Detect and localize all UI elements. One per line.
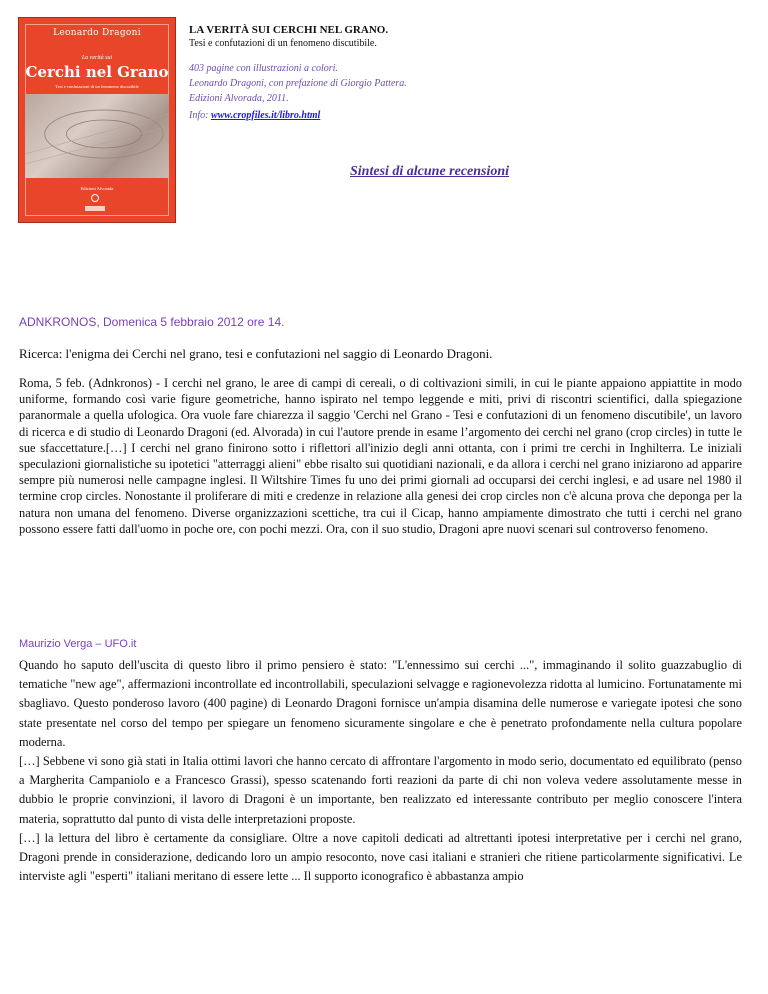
review-source-ufo: Maurizio Verga – UFO.it [19, 638, 137, 650]
cover-pretitle: La verità sui [81, 55, 113, 61]
book-info [189, 23, 749, 121]
review-paragraph: […] la lettura del libro è certamente da consigliare. Oltre a nove capitoli dedicati ad altrettanti ipotesi interpretative per i cerchi nel grano, Dragoni prende in considerazione, dedicando loro un ampio resoconto, nove casi italiani e stranieri che ritiene particolarmente significativi. Le interviste agli "esperti" italiani meritano di essere lette ... Il supporto iconografico è abbastanza ampio [19, 830, 742, 884]
info-line [189, 110, 320, 121]
book-subtitle: Tesi e confutazioni di un fenomeno discutibile. [189, 38, 377, 49]
publisher-logo-icon [91, 194, 99, 202]
info-link[interactable]: www.cropfiles.it/libro.html [210, 110, 321, 121]
review-paragraph: […] Sebbene vi sono già stati in Italia ottimi lavori che hanno cercato di affrontare l'argomento in modo serio, documentato ed equilibrato (penso a Margherita Campaniolo e a Francesco Grassi), spesso scatenando forti reazioni da parte di chi non voleva vedere assolutamente messe in dubbio le proprie convinzioni, il lavoro di Dragoni è un importante, ben realizzato ed interessante contributo per meglio conoscere l'intera materia, soprattutto dal punto di vista delle interpretazioni proposte. [19, 754, 742, 826]
book-detail-author: Leonardo Dragoni, con prefazione di Giorgio Pattera. [189, 78, 407, 89]
review-paragraph: Quando ho saputo dell'uscita di questo libro il primo pensiero è stato: "L'ennessimo sui cerchi ...", immaginando il solito guazzabuglio di tematiche "new age", affermazioni incontrollate ed incontrollabili, speculazioni selvagge e ragionevolezza ridotta al lumicino. Fortunatamente mi sbagliavo. Questo ponderoso lavoro (400 pagine) di Leonardo Dragoni fornisce un'ampia disamina delle numerose e variegate ipotesi che sono state presentate nel corso del tempo per spiegare un fenomeno sicuramente singolare e che è penetrato profondamente nella cultura popolare moderna. [19, 658, 742, 749]
book-cover [18, 17, 176, 223]
book-title: LA VERITÀ SUI CERCHI NEL GRANO. [189, 24, 389, 36]
cover-photo [25, 94, 169, 178]
cover-badge [85, 206, 105, 211]
book-details [189, 61, 407, 106]
cover-subtitle: Tesi e confutazioni di un fenomeno discutibile [55, 84, 139, 89]
review-headline: Ricerca: l'enigma dei Cerchi nel grano, tesi e confutazioni nel saggio di Leonardo Dragoni. [19, 346, 493, 361]
review-source-adnkronos: ADNKRONOS, Domenica 5 febbraio 2012 ore 14. [19, 315, 285, 329]
review-body-ufo [19, 656, 742, 886]
cover-publisher: Edizioni Alvorada [80, 186, 114, 191]
info-label: Info: [189, 110, 209, 121]
cover-title: Cerchi nel Grano [25, 63, 169, 81]
review-body-adnkronos: Roma, 5 feb. (Adnkronos) - I cerchi nel grano, le aree di campi di cereali, o di coltivazioni simili, in cui le piante appaiono appiattite in modo uniforme, formando così varie figure geometriche, hanno ispirato nel tempo leggende e miti, privi di riscontri scientifici, dalla spiegazione paranormale a quella ufologica. Ora vuole fare chiarezza il saggio 'Cerchi nel Grano - Tesi e confutazioni di un fenomeno discutibile', un lavoro di ricerca e di studio di Leonardo Dragoni (ed. Alvorada) in cui l'autore prende in esame l’argomento dei cerchi nel grano (crop circles) in tutte le sue sfaccettature.[…] I cerchi nel grano finirono sotto i riflettori all'inizio degli anni ottanta, con i primi tre cerchi in Inghilterra. Le iniziali speculazioni giornalistiche su ipotetici "atterraggi alieni" ebbe risalto sui quotidiani nazionali, e da allora i cerchi nel grano iniziarono ad apparire sempre più numerosi nelle campagne inglesi. Il Wiltshire Times fu uno dei primi giornali ad occuparsi dei cerchi inglesi, e ad usare nel 1980 il termine crop circles. Nonostante il proliferare di miti e credenze in relazione alla genesi dei crop circles non c'è alcuna prova che deponga per la natura non umana del fenomeno. Diverse organizzazioni scettiche, tra cui il Cicap, hanno ampiamente dimostrato che tutti i cerchi nel grano possono essere fatti dall'uomo in poche ore, con pochi mezzi. Ora, con il suo studio, Dragoni apre nuovi scenari sul controverso fenomeno. [19, 376, 742, 536]
section-heading: Sintesi di alcune recensioni [350, 164, 510, 179]
book-detail-publisher: Edizioni Alvorada, 2011. [189, 93, 289, 104]
book-detail-pages: 403 pagine con illustrazioni a colori. [189, 63, 338, 74]
cover-author: Leonardo Dragoni [53, 28, 141, 38]
